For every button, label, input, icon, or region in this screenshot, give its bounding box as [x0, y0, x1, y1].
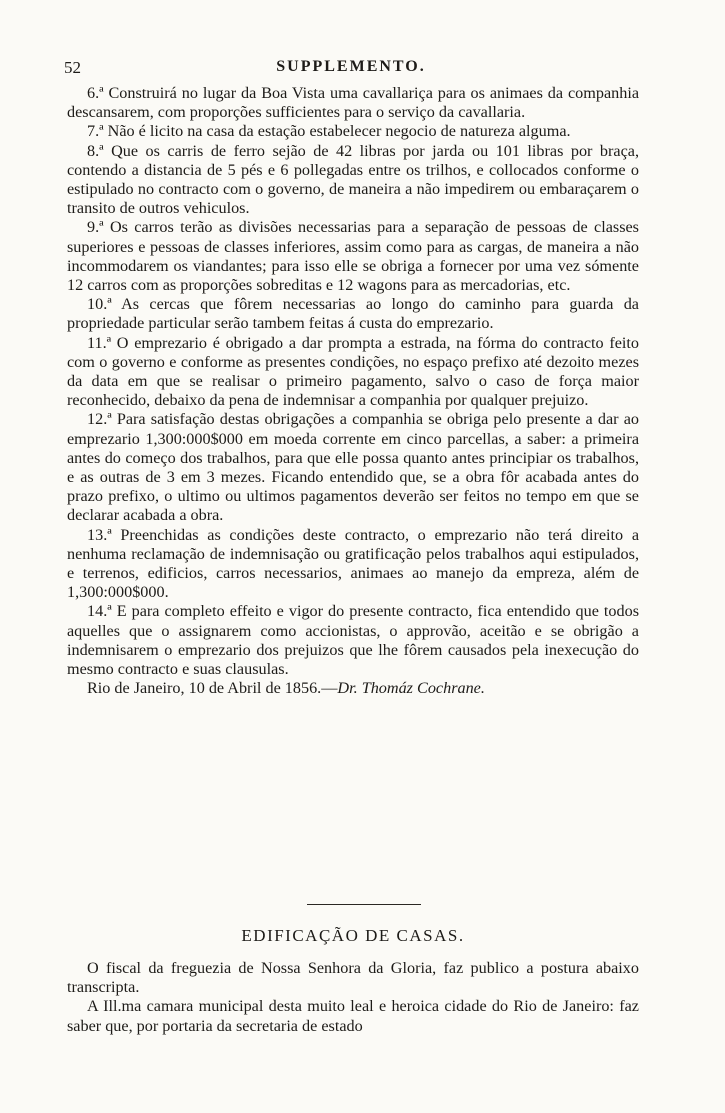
page-number: 52	[64, 58, 81, 77]
clause-14: 14.ª E para completo effeito e vigor do presente contracto, fica entendido que todos aquelles que o assignarem como accionistas, o approvão, aceitão e se obrigão a indemnisarem o emprezario dos prejuizos que lhe fôrem causados pela inexecução do mesmo contracto e suas clausulas.	[67, 602, 639, 679]
clause-11: 11.ª O emprezario é obrigado a dar prompta a estrada, na fórma do contracto feito com o governo e conforme as presentes condições, no espaço prefixo até dezoito mezes da data em que se realisar o primeiro pagamento, salvo o caso de força maior reconhecido, debaixo da pena de indemnisar a companhia por qualquer prejuizo.	[67, 333, 639, 410]
section-divider	[307, 904, 421, 905]
clause-13: 13.ª Preenchidas as condições deste contracto, o emprezario não terá direito a nenhuma reclamação de indemnisação ou gratificação pelos trabalhos aqui estipulados, e terrenos, edificios, carros necessarios, animaes ao manejo da empreza, além de 1,300:000$000.	[67, 525, 639, 602]
edital-text	[67, 959, 639, 1036]
page-header	[64, 58, 638, 80]
signature-place-date: Rio de Janeiro, 10 de Abril de 1856.—	[87, 679, 338, 698]
signature-author: Dr. Thomáz Cochrane.	[337, 679, 485, 698]
clause-12: 12.ª Para satisfação destas obrigações a companhia se obriga pelo presente a dar ao emprezario 1,300:000$000 em moeda corrente em cinco parcellas, a saber: a primeira antes do começo dos trabalhos, para que elle possa quanto antes principiar os trabalhos, e as outras de 3 em 3 mezes. Ficando entendido que, se a obra fôr acabada antes do prazo prefixo, o ultimo ou ultimos pagamentos deverão ser feitos no tempo em que se declarar acabada a obra.	[67, 410, 639, 525]
running-head: SUPPLEMENTO.	[276, 58, 426, 75]
contract-clauses	[67, 84, 639, 699]
edital-paragraph: O fiscal da freguezia de Nossa Senhora da Gloria, faz publico a postura abaixo transcripta.	[67, 959, 639, 997]
clause-7: 7.ª Não é licito na casa da estação estabelecer negocio de natureza alguma.	[87, 122, 571, 141]
clause-6: 6.ª Construirá no lugar da Boa Vista uma cavallariça para os animaes da companhia descansarem, com proporções sufficientes para o serviço da cavallaria.	[67, 84, 639, 122]
clause-8: 8.ª Que os carris de ferro sejão de 42 libras por jarda ou 101 libras por braça, contendo a distancia de 5 pés e 6 pollegadas entre os trilhos, e collocados conforme o estipulado no contracto com o governo, de maneira a não impedirem ou embaraçarem o transito de outros vehiculos.	[67, 141, 639, 218]
section-title: EDIFICAÇÃO DE CASAS.	[241, 926, 465, 945]
edital-paragraph: A Ill.ma camara municipal desta muito leal e heroica cidade do Rio de Janeiro: faz saber que, por portaria da secretaria de estado	[67, 997, 639, 1035]
signature-line	[67, 679, 639, 698]
clause-9: 9.ª Os carros terão as divisões necessarias para a separação de pessoas de classes superiores e pessoas de classes inferiores, assim como para as cargas, de maneira a não incommodarem os viandantes; para isso elle se obriga a fornecer por uma vez sómente 12 carros com as proporções sobreditas e 12 wagons para as mercadorias, etc.	[67, 218, 639, 295]
clause-10: 10.ª As cercas que fôrem necessarias ao longo do caminho para guarda da propriedade particular serão tambem feitas á custa do emprezario.	[67, 295, 639, 333]
